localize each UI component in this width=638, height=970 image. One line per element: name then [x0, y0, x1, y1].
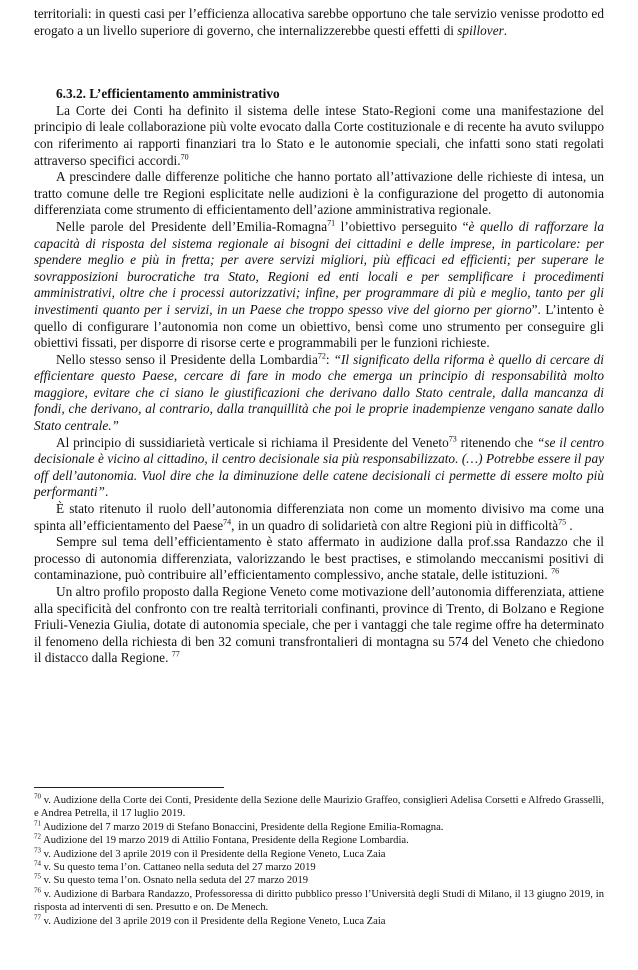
footnote-77: $^{77}$ v. Audizione del 3 aprile 2019 con il Presidente della Regione Veneto, Luca Zaia	[34, 913, 386, 927]
footnote-ref-74[interactable]: 74	[223, 517, 232, 527]
section-heading: 6.3.2. L’efficientamento amministrativo	[56, 86, 280, 102]
footnotes-section	[34, 787, 604, 928]
paragraph-randazzo: Sempre sul tema dell’efficientamento è stato affermato in audizione dalla prof.ssa Randazzo che il processo di autonomia differenziata, valorizzando le best practises, e stimolando meccanismi positivi di contaminazione, può contribuire all’efficientamento complessivo, anche statale, delle istituzioni. $^{76}$	[34, 534, 604, 583]
footnote-72: $^{72}$ Audizione del 19 marzo 2019 di Attilio Fontana, Presidente della Regione Lombardia.	[34, 832, 409, 847]
paragraph-differenze-politiche: A prescindere dalle differenze politiche che hanno portato all’attivazione delle richieste di intesa, un tratto comune delle tre Regioni esplicitate nelle audizioni è la configurazione del progetto di autonomia differenziata come strumento di efficientamento dell’azione amministrativa regionale.	[34, 169, 604, 218]
footnote-divider	[34, 787, 224, 788]
footnote-ref-71[interactable]: 71	[327, 218, 336, 228]
paragraph-comuni-transfrontalieri: Un altro profilo proposto dalla Regione Veneto come motivazione dell’autonomia differenziata, attiene alla specificità del confronto con tre realtà territoriali confinanti, province di Trento, di Bolzano e Regione Friuli-Venezia Giulia, dotate di autonomia speciale, che per i vantaggi che tale regime offre ha determinato il fenomeno della richiesta di ben 32 comuni transfrontalieri di montagna su 574 del Veneto che chiedono il distacco dalla Regione. $^{77}$	[34, 584, 604, 666]
footnote-70: $^{70}$ v. Audizione della Corte dei Conti, Presidente della Sezione delle Maurizio Graffeo, consiglieri Adelisa Corsetti e Alfredo Grasselli, e Andrea Petrella, il 17 luglio 2019.	[34, 792, 604, 820]
footnote-ref-75[interactable]: 75	[558, 517, 567, 527]
footnote-ref-70[interactable]: 70	[180, 152, 189, 162]
paragraph-ruolo-autonomia: È stato ritenuto il ruolo dell’autonomia differenziata non come un momento divisivo ma come una spinta all’efficientamento del Paese$^{74}$, in un quadro di solidarietà con altre Regioni più in difficoltà$^{75}$ .	[34, 501, 604, 533]
paragraph-corte-conti: La Corte dei Conti ha definito il sistema delle intese Stato-Regioni come una manifestazione del principio di leale collaborazione più volte evocato dalla Corte costituzionale e di recente ha avuto sviluppo con riferimento ai rapporti finanziari tra lo Stato e le autonomie speciali, che infatti sono stati regolati attraverso specifici accordi.$^{70}$	[34, 102, 604, 168]
footnote-75: $^{75}$ v. Su questo tema l’on. Osnato nella seduta del 27 marzo 2019	[34, 872, 309, 887]
footnote-ref-77[interactable]: 77	[171, 649, 180, 659]
footnote-73: $^{73}$ v. Audizione del 3 aprile 2019 con il Presidente della Regione Veneto, Luca Zaia	[34, 846, 386, 860]
intro-paragraph: territoriali: in questi casi per l’efficienza allocativa sarebbe opportuno che tale servizio venisse prodotto ed erogato a un livello superiore di governo, che internalizzerebbe questi effetti di spillover.	[34, 6, 604, 38]
footnote-74: $^{74}$ v. Su questo tema l’on. Cattaneo nella seduta del 27 marzo 2019	[34, 859, 316, 874]
footnote-76: $^{76}$ v. Audizione di Barbara Randazzo, Professoressa di diritto pubblico presso l’Università degli Studi di Milano, il 13 giugno 2019, in risposta ad interventi di sen. Presutto e on. De Menech.	[34, 886, 604, 914]
footnote-71: $^{71}$ Audizione del 7 marzo 2019 di Stefano Bonaccini, Presidente della Regione Emilia-Romagna.	[34, 819, 444, 833]
footnote-ref-73[interactable]: 73	[448, 434, 457, 444]
footnote-ref-76[interactable]: 76	[551, 566, 560, 576]
footnote-ref-72[interactable]: 72	[317, 351, 326, 361]
paragraph-emilia-romagna: Nelle parole del Presidente dell’Emilia-Romagna$^{71}$ l’obiettivo perseguito “è quello di rafforzare la capacità di risposta del sistema regionale ai bisogni dei cittadini e delle imprese, in particolare: per spendere meglio e più in fretta; per avere servizi migliori, più efficaci ed efficienti; per superare le sovrapposizioni burocratiche tra Stato, Regioni ed enti locali e per semplificare i procedimenti amministrativi, oltre che i processi autorizzativi; infine, per programmare di più e meglio, tanto per gli investimenti quanto per i servizi, in un Paese che troppo spesso vive del giorno per giorno”. L’intento è quello di configurare l’autonomia non come un obiettivo, bensì come uno strumento per conseguire gli obiettivi fissati, per disporre di risorse certe e programmabili per le funzioni richieste.	[34, 218, 604, 351]
paragraph-lombardia: Nello stesso senso il Presidente della Lombardia$^{72}$: “Il significato della riforma è quello di cercare di efficientare questo Paese, cercare di fare in modo che emerga un principio di responsabilità molto maggiore, evitare che ci siano le giustificazioni che derivano dallo Stato centrale, dalla mancanza di fondi, che derivano, al contrario, dalla tranquillità che poi le proprie inadempienze vengano sanate dallo Stato centrale.”	[34, 351, 604, 434]
paragraph-veneto: Al principio di sussidiarietà verticale si richiama il Presidente del Veneto$^{73}$ ritenendo che “se il centro decisionale è vicino al cittadino, il centro decisionale sia più responsabilizzato. (…) Potrebbe essere il pay off dell’autonomia. Vuol dire che la diminuzione delle catene decisionali ci permette di essere molto più performanti”.	[34, 434, 604, 500]
